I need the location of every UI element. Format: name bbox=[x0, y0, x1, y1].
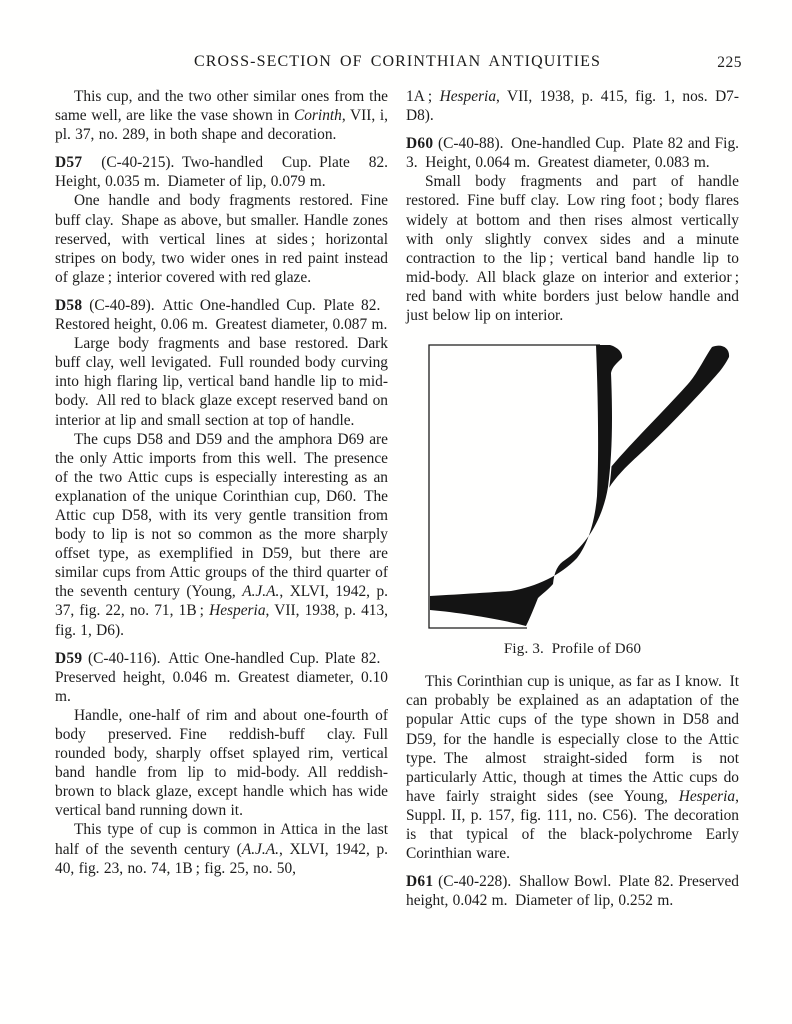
text-run: , XLVI, 1942, p. 40, fig. 23, no. 74, 1B ; fig. 25, no. 50, bbox=[55, 840, 388, 877]
text-run: A.J.A. bbox=[242, 583, 280, 601]
entry-d57-description bbox=[55, 191, 388, 286]
text-run: (C-40-228). Shallow Bowl. Plate 82. Preserved height, 0.042 m. Diameter of lip, 0.252 m. bbox=[406, 873, 739, 910]
text-run: Large body fragments and base restored. Dark buff clay, well levigated. Full rounded body curving into high flaring lip, vertical band handle lip to mid-body. All red to black glaze except reserved band on interior at lip and small section at top of handle. bbox=[55, 335, 388, 429]
entry-d60-description bbox=[406, 172, 739, 325]
profile-frame-outline bbox=[429, 345, 600, 628]
text-run: One handle and body fragments restored. Fine buff clay. Shape as above, but smaller. Handle zones reserved, with vertical lines at sides ; horizontal stripes on body, two wider ones in red paint instead of glaze ; interior covered with red glaze. bbox=[55, 192, 388, 286]
cup-type-paragraph-continued bbox=[406, 87, 739, 125]
column-right bbox=[406, 87, 739, 910]
figure-caption: Fig. 3. Profile of D60 bbox=[503, 641, 642, 658]
vessel-body-profile bbox=[430, 345, 622, 626]
entry-d58-description bbox=[55, 334, 388, 429]
text-run: Hesperia bbox=[678, 787, 736, 805]
entry-d61 bbox=[406, 872, 739, 910]
intro-paragraph bbox=[55, 87, 388, 144]
figure-profile-d60 bbox=[406, 330, 739, 659]
entry-d57 bbox=[55, 153, 388, 191]
text-run: D57 bbox=[55, 154, 83, 172]
entry-d59-description bbox=[55, 706, 388, 821]
entry-d60 bbox=[406, 134, 739, 172]
text-run: A.J.A. bbox=[241, 840, 279, 858]
column-right-bottom-text bbox=[406, 672, 739, 910]
entry-d58 bbox=[55, 296, 388, 334]
text-run: The cups D58 and D59 and the amphora D69 are the only Attic imports from this well. The presence of the two Attic cups is especially interesting as an explanation of the unique Corinthian cup, D60. The Attic cup D58, with its very gentle transition from body to lip is not so common as the more sharply offset type, as exemplified in D59, but there are similar cups from Attic groups of the third quarter of the seventh century (Young, bbox=[55, 430, 388, 601]
text-run: (C-40-89). Attic One-handled Cup. Plate 82. Restored height, 0.06 m. Greatest diameter, 0.087 m. bbox=[55, 296, 388, 334]
text-run: D58 bbox=[55, 296, 83, 314]
text-run: D59 bbox=[55, 649, 83, 667]
text-run: D61 bbox=[406, 873, 434, 891]
text-run: , VII, i, pl. 37, no. 289, in both shape and decoration. bbox=[55, 107, 388, 144]
cup-type-paragraph bbox=[55, 820, 388, 877]
text-run: Corinth bbox=[293, 107, 342, 125]
text-run: Hesperia bbox=[209, 602, 266, 620]
text-run: Hesperia bbox=[439, 88, 497, 105]
text-run: This cup, and the two other similar ones from the same well, are like the vase shown in bbox=[55, 88, 388, 125]
entry-d59 bbox=[55, 649, 388, 706]
column-right-top-text bbox=[406, 87, 739, 325]
text-run: (C-40-215). Two-handled Cup. Plate 82. Height, 0.035 m. Diameter of lip, 0.079 m. bbox=[55, 154, 388, 191]
column-left bbox=[55, 87, 388, 878]
vessel-profile-drawing bbox=[406, 330, 739, 630]
vessel-handle-profile bbox=[607, 346, 729, 488]
text-run: D60 bbox=[406, 135, 434, 153]
text-run: , Suppl. II, p. 157, fig. 111, no. C56). The decoration is that typical of the black-polychrome Early Corinthian ware. bbox=[406, 787, 739, 863]
text-run: 1A ; bbox=[406, 88, 440, 105]
page-number: 225 bbox=[717, 54, 742, 71]
text-run: (C-40-116). Attic One-handled Cup. Plate 82. Preserved height, 0.046 m. Greatest diameter, 0.10 m. bbox=[55, 649, 388, 705]
attic-imports-paragraph bbox=[55, 430, 388, 640]
text-run: , XLVI, 1942, p. 37, fig. 22, no. 71, 1B ; bbox=[55, 583, 388, 620]
text-run: Small body fragments and part of handle restored. Fine buff clay. Low ring foot ; body flares widely at bottom and then rises almost vertically with only slightly convex sides and a minute contraction to the lip ; vertical band handle lip to mid-body. All black glaze on interior and exterior ; red band with white borders just below handle and just below lip on interior. bbox=[406, 173, 739, 325]
d60-discussion-paragraph bbox=[406, 672, 739, 863]
text-run: , VII, 1938, p. 415, fig. 1, nos. D7-D8). bbox=[406, 88, 740, 125]
page-title: CROSS-SECTION OF CORINTHIAN ANTIQUITIES bbox=[193, 53, 602, 70]
text-run: , VII, 1938, p. 413, fig. 1, D6). bbox=[55, 602, 388, 639]
text-run: Handle, one-half of rim and about one-fourth of body preserved. Fine reddish-buff clay. Full rounded body, sharply offset splayed rim, vertical band handle from lip to mid-body. All reddish-brown to black glaze, except handle which has wide vertical band running down it. bbox=[55, 706, 388, 820]
text-run: This Corinthian cup is unique, as far as I know. It can probably be explained as an adaptation of the popular Attic cups of the type shown in D58 and D59, for the handle is especially close to the Attic type. The almost straight-sided form is not particularly Attic, though at times the Attic cups do have fairly straight sides (see Young, bbox=[406, 673, 739, 805]
text-run: This type of cup is common in Attica in the last half of the seventh century ( bbox=[55, 821, 388, 858]
page-header bbox=[55, 53, 740, 75]
text-run: (C-40-88). One-handled Cup. Plate 82 and Fig. 3. Height, 0.064 m. Greatest diameter, 0.083 m. bbox=[406, 135, 739, 172]
